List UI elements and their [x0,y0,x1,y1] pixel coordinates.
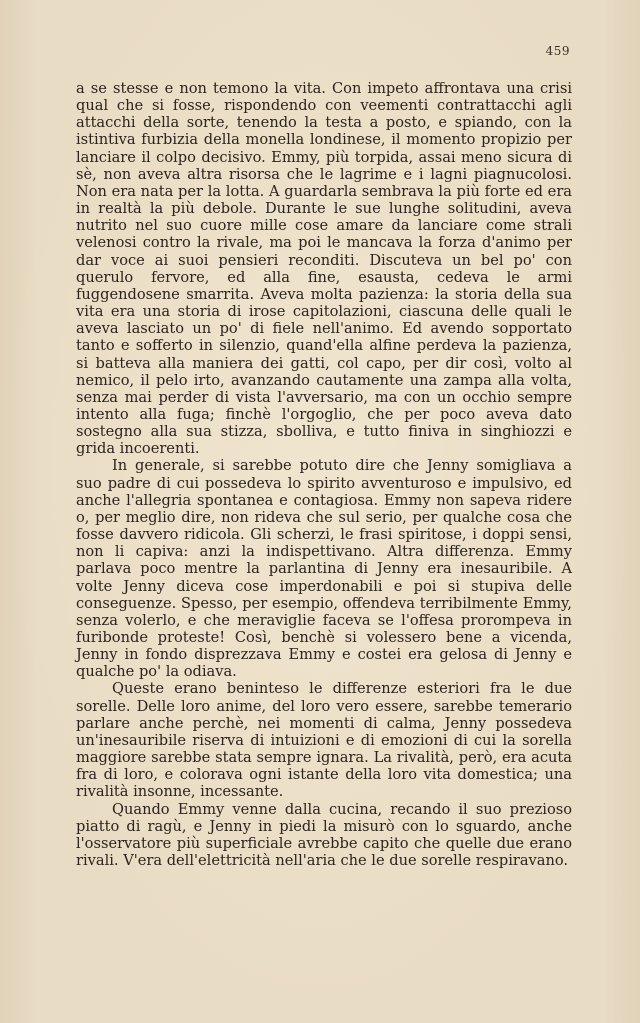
paragraph: Queste erano beninteso le differenze esteriori fra le due sorelle. Delle loro anime, del loro vero essere, sarebbe temerario parlare anche perchè, nei momenti di calma, Jenny possedeva un'inesauribile riserva di intuizioni e di emozioni di cui la sorella maggiore sarebbe stata sempre ignara. La rivalità, però, era acuta fra di loro, e colorava ogni istante della loro vita domestica; una rivalità insonne, incessante. [76,680,572,801]
paragraph: In generale, si sarebbe potuto dire che Jenny somigliava a suo padre di cui possedeva lo spirito avventuroso e impulsivo, ed anche l'allegria spontanea e contagiosa. Emmy non sapeva ridere o, per meglio dire, non rideva che sul serio, per qualche cosa che fosse davvero ridicola. Gli scherzi, le frasi spiritose, i doppi sensi, non li capiva: anzi la indispettivano. Altra differenza. Emmy parlava poco mentre la parlantina di Jenny era inesauribile. A volte Jenny diceva cose imperdonabili e poi si stupiva delle conseguenze. Spesso, per esempio, offendeva terribilmente Emmy, senza volerlo, e che meraviglie faceva se l'offesa prorompeva in furibonde proteste! Così, benchè si volessero bene a vicenda, Jenny in fondo disprezzava Emmy e costei era gelosa di Jenny e qualche po' la odiava. [76,457,572,681]
page-number: 459 [545,44,570,58]
body-text [76,80,572,869]
paragraph: Quando Emmy venne dalla cucina, recando il suo prezioso piatto di ragù, e Jenny in piedi la misurò con lo sguardo, anche l'osservatore più superficiale avrebbe capito che quelle due erano rivali. V'era dell'elettricità nell'aria che le due sorelle respiravano. [76,800,572,870]
paragraph: a se stesse e non temono la vita. Con impeto affrontava una crisi qual che si fosse, rispondendo con veementi contrattacchi agli attacchi della sorte, tenendo la testa a posto, e spiando, con la istintiva furbizia della monella londinese, il momento propizio per lanciare il colpo decisivo. Emmy, più torpida, assai meno sicura di sè, non aveva altra risorsa che le lagrime e i lagni piagnucolosi. Non era nata per la lotta. A guardarla sembrava la più forte ed era in realtà la più debole. Durante le sue lunghe solitudini, aveva nutrito nel suo cuore mille cose amare da lanciare come strali velenosi contro la rivale, ma poi le mancava la forza d'animo per dar voce ai suoi pensieri reconditi. Discuteva un bel po' con querulo fervore, ed alla fine, esausta, cedeva le armi fuggendosene smarrita. Aveva molta pazienza: la storia della sua vita era una storia di irose capitolazioni, ciascuna delle quali le aveva lasciato un po' di fiele nell'animo. Ed avendo sopportato tanto e sofferto in silenzio, quand'ella alfine perdeva la pazienza, si batteva alla maniera dei gatti, col capo, per dir così, volto al nemico, il pelo irto, avanzando cautamente una zampa alla volta, senza mai perder di vista l'avversario, ma con un occhio sempre intento alla fuga; finchè l'orgoglio, che per poco aveva dato sostegno alla sua stizza, sbolliva, e tutto finiva in singhiozzi e grida incoerenti. [76,80,572,458]
